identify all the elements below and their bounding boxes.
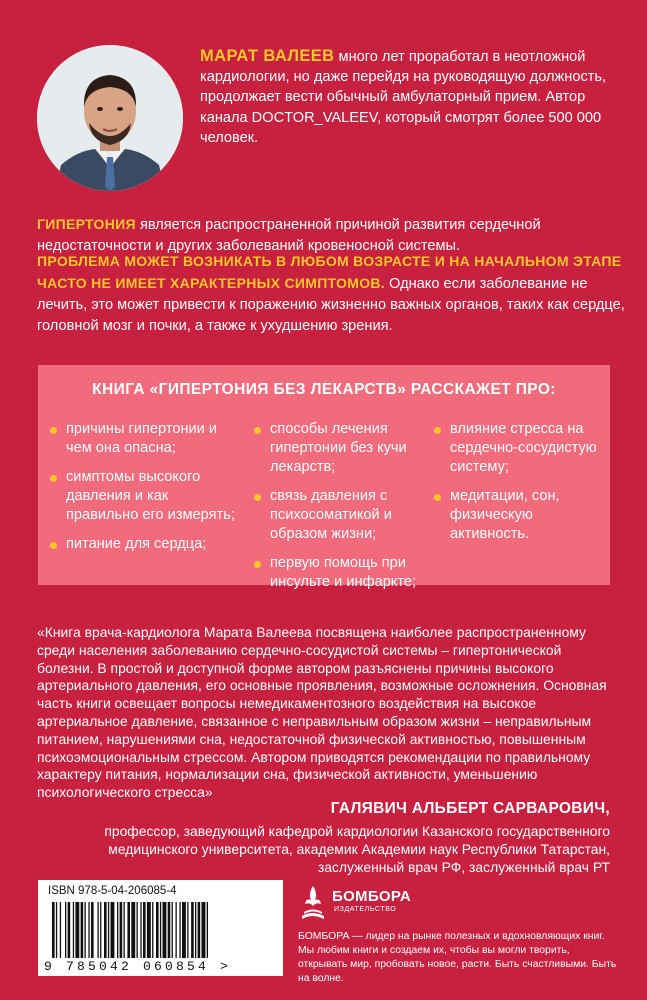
bullet-icon xyxy=(50,542,57,549)
list-item: первую помощь при инсульте и инфаркте; xyxy=(254,554,444,592)
intro-paragraph-2 xyxy=(37,251,627,337)
list-item: связь давления с психосоматикой и образом жизни; xyxy=(254,487,444,544)
intro-highlight-1: ГИПЕРТОНИЯ xyxy=(37,216,136,232)
bullet-icon xyxy=(50,427,57,434)
quote-author: ГАЛЯВИЧ АЛЬБЕРТ САРВАРОВИЧ, xyxy=(330,800,610,817)
bullet-icon xyxy=(254,494,261,501)
features-column-2 xyxy=(254,420,444,602)
list-item: симптомы высокого давления и как правильно его измерять; xyxy=(50,468,240,525)
author-bio xyxy=(200,46,620,148)
ean-number: 9 785042 060854 > xyxy=(44,959,232,974)
features-column-3 xyxy=(434,420,609,554)
review-quote: «Книга врача-кардиолога Марата Валеева посвящена наиболее распространенному среди населения заболеванию сердечно-сосудистой системы – гипертонической болезни. В простой и доступной форме автором разъяснены причины высокого артериального давления, его основные проявления, возможные осложнения. Основная часть книги освещает вопросы немедикаментозного воздействия на высокое артериальное давление, связанное с неправильным образом жизни – неправильным питанием, нарушениями сна, недостаточной физической активностью, повышенным психоэмоциональным стрессом. Автором приводятся рекомендации по правильному характеру питания, нормализации сна, физической активности, уменьшению психологического стресса» xyxy=(37,624,607,801)
intro-highlight-2: ПРОБЛЕМА МОЖЕТ ВОЗНИКАТЬ В ЛЮБОМ ВОЗРАСТЕ И НА НАЧАЛЬНОМ ЭТАПЕ ЧАСТО НЕ ИМЕЕТ ХАРАКТЕРНЫХ СИМПТОМОВ. xyxy=(37,253,622,291)
features-box xyxy=(38,365,610,590)
list-item: причины гипертонии и чем она опасна; xyxy=(50,420,240,458)
publisher-name: БОМБОРА xyxy=(332,888,412,905)
publisher-slogan: БОМБОРА — лидер на рынке полезных и вдохновляющих книг. Мы любим книги и создаем их, чтобы вы могли творить, открывать мир, пробовать новое, расти. Быть счастливыми. Быть на волне. xyxy=(298,931,617,984)
bullet-icon xyxy=(434,494,441,501)
intro-text-1: является распространенной причиной развития сердечной недостаточности и других заболеваний кровеносной системы. xyxy=(37,217,541,254)
bombora-logo-icon xyxy=(298,882,328,922)
author-portrait-icon xyxy=(37,45,183,191)
bullet-icon xyxy=(50,475,57,482)
list-item: медитации, сон, физическую активность. xyxy=(434,487,609,544)
barcode-box xyxy=(38,880,283,976)
list-item: способы лечения гипертонии без кучи лекарств; xyxy=(254,420,444,477)
barcode-icon xyxy=(48,902,274,958)
bullet-icon xyxy=(254,561,261,568)
features-title: КНИГА «ГИПЕРТОНИЯ БЕЗ ЛЕКАРСТВ» РАССКАЖЕТ ПРО: xyxy=(92,381,556,398)
features-column-1 xyxy=(50,420,240,564)
author-name: МАРАТ ВАЛЕЕВ xyxy=(200,47,335,65)
bullet-icon xyxy=(434,427,441,434)
intro-text-2: Однако если заболевание не лечить, это может привести к поражению жизненно важных органов, таких как сердце, головной мозг и почки, а также к ухудшению зрения. xyxy=(37,276,625,334)
isbn-number: ISBN 978-5-04-206085-4 xyxy=(48,885,177,897)
author-bio-text: много лет проработал в неотложной кардиологии, но даже перейдя на руководящую должность, продолжает вести обычный амбулаторный прием. Автор канала DOCTOR_VALEEV, который смотрят более 500 000 человек. xyxy=(200,49,607,146)
quote-credentials: профессор, заведующий кафедрой кардиологии Казанского государственного медицинского университета, академик Академии наук Республики Татарстан, заслуженный врач РФ, заслуженный врач РТ xyxy=(104,823,610,875)
list-item: влияние стресса на сердечно-сосудистую систему; xyxy=(434,420,609,477)
publisher-subtitle: ИЗДАТЕЛЬСТВО xyxy=(334,906,397,913)
author-photo xyxy=(37,45,183,191)
bullet-icon xyxy=(254,427,261,434)
list-item: питание для сердца; xyxy=(50,535,240,554)
